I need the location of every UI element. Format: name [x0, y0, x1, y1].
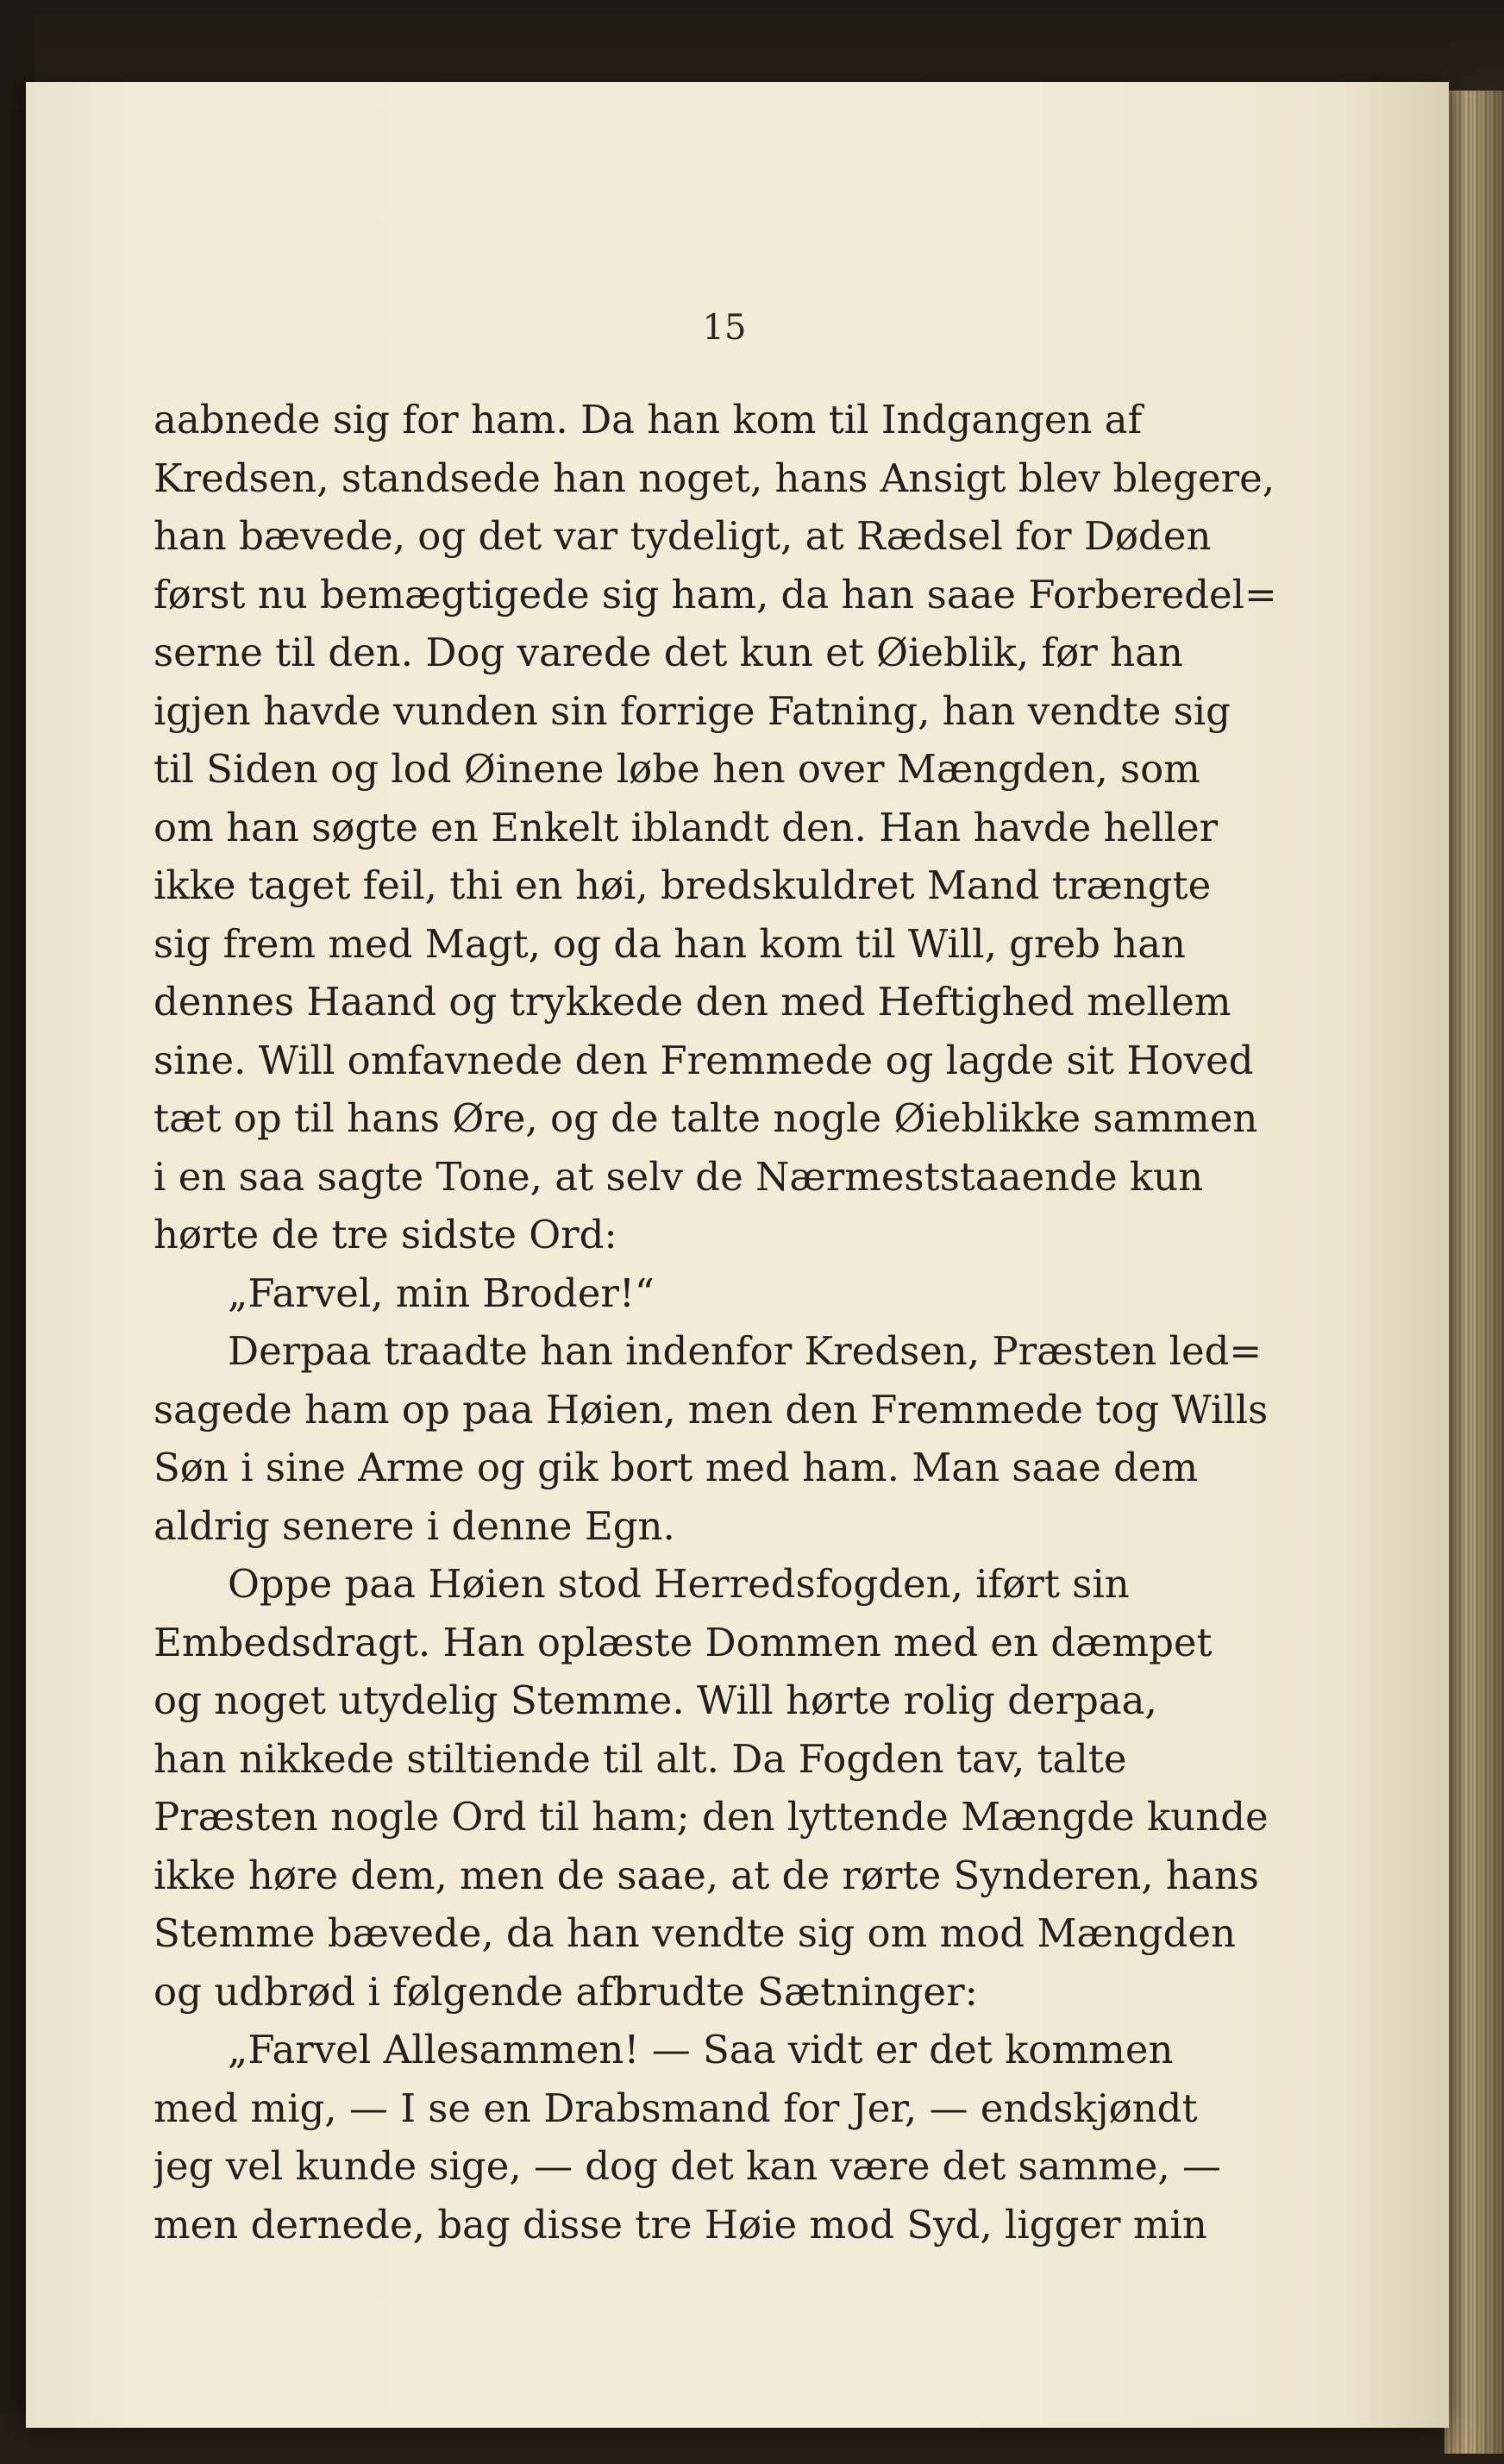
text-line: og udbrød i følgende afbrudte Sætninger: — [154, 1968, 978, 2015]
text-line: dennes Haand og trykkede den med Heftighed mellem — [154, 979, 1231, 1025]
text-line: jeg vel kunde sige, — dog det kan være det samme, — — [154, 2143, 1221, 2189]
text-line: sig frem med Magt, og da han kom til Will, greb han — [154, 920, 1187, 967]
text-line: sagede ham op paa Høien, men den Fremmede tog Wills — [154, 1386, 1269, 1433]
text-line: serne til den. Dog varede det kun et Øieblik, før han — [154, 630, 1183, 675]
text-line: sine. Will omfavnede den Fremmede og lagde sit Hoved — [154, 1037, 1254, 1083]
text-line: Kredsen, standsede han noget, hans Ansigt blev blegere, — [154, 455, 1275, 501]
text-line: han bævede, og det var tydeligt, at Rædsel for Døden — [154, 513, 1212, 559]
text-line: igjen havde vunden sin forrige Fatning, han vendte sig — [154, 687, 1231, 734]
text-line: han nikkede stiltiende til alt. Da Fogden tav, talte — [154, 1735, 1127, 1782]
body-text — [154, 391, 1292, 2254]
text-line: men dernede, bag disse tre Høie mod Syd, ligger min — [154, 2201, 1207, 2248]
text-line-quote: „Farvel, min Broder!“ — [228, 1270, 655, 1316]
text-line: Embedsdragt. Han oplæste Dommen med en dæmpet — [154, 1619, 1213, 1665]
text-line: hørte de tre sidste Ord: — [154, 1212, 617, 1257]
book-page — [26, 82, 1449, 2428]
text-line: i en saa sagte Tone, at selv de Nærmeststaaende kun — [154, 1153, 1204, 1200]
text-line-quote: „Farvel Allesammen! — Saa vidt er det kommen — [228, 2027, 1174, 2072]
text-line-paragraph-start: Oppe paa Høien stod Herredsfogden, iført sin — [228, 1561, 1130, 1607]
text-line: Stemme bævede, da han vendte sig om mod Mængden — [154, 1910, 1237, 1956]
text-line: med mig, — I se en Drabsmand for Jer, — endskjøndt — [154, 2085, 1198, 2131]
text-line: tæt op til hans Øre, og de talte nogle Øieblikke sammen — [154, 1095, 1258, 1141]
text-line: og noget utydelig Stemme. Will hørte rolig derpaa, — [154, 1677, 1157, 1723]
text-line: til Siden og lod Øinene løbe hen over Mængden, som — [154, 746, 1200, 792]
text-line: om han søgte en Enkelt iblandt den. Han havde heller — [154, 804, 1219, 850]
text-line: aldrig senere i denne Egn. — [154, 1502, 675, 1549]
text-line: Søn i sine Arme og gik bort med ham. Man saae dem — [154, 1445, 1199, 1490]
scan-background-top — [0, 0, 1504, 95]
page-number: 15 — [702, 308, 747, 348]
book-page-edges-shade — [1444, 91, 1504, 2454]
text-line: ikke taget feil, thi en høi, bredskuldret Mand trængte — [154, 862, 1212, 908]
text-line: først nu bemægtigede sig ham, da han saae Forberedel= — [154, 571, 1277, 618]
text-line-paragraph-start: Derpaa traadte han indenfor Kredsen, Præsten led= — [228, 1328, 1263, 1374]
text-line: aabnede sig for ham. Da han kom til Indgangen af — [154, 397, 1143, 442]
text-line: Præsten nogle Ord til ham; den lyttende Mængde kunde — [154, 1794, 1269, 1840]
text-line: ikke høre dem, men de saae, at de rørte Synderen, hans — [154, 1852, 1259, 1898]
